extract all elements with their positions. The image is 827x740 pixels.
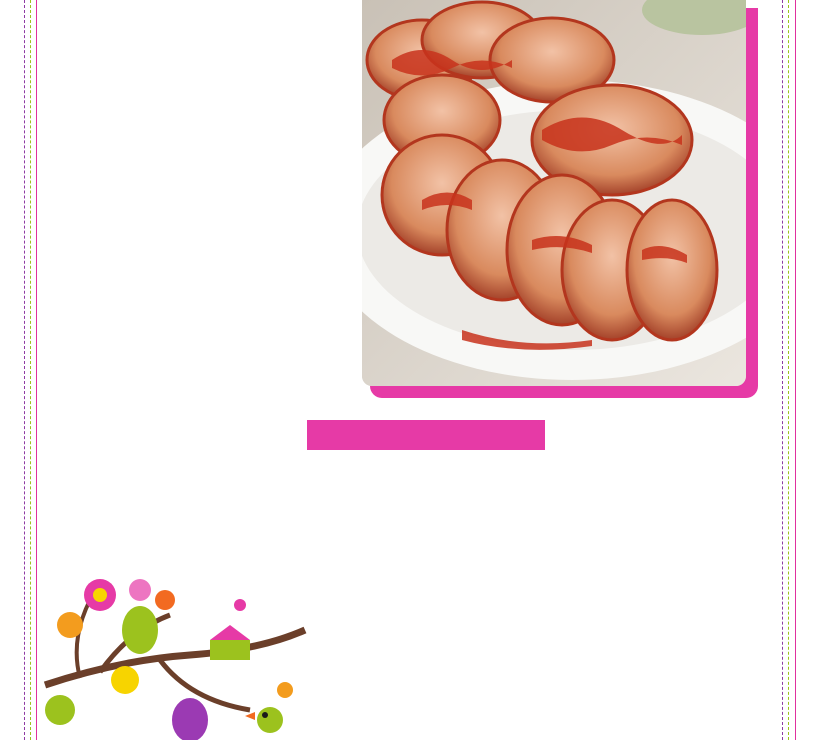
glazed-chicken-photo (362, 0, 746, 386)
food-photo-frame (362, 0, 758, 398)
ingredients-column (49, 15, 349, 32)
chicken-illustration (362, 0, 746, 386)
easter-branch-illustration (40, 560, 310, 740)
method-header (307, 420, 545, 450)
frame-line-left-pink (36, 0, 37, 740)
frame-line-right-pink (795, 0, 796, 740)
frame-line-right-green (788, 0, 789, 740)
method-text (318, 470, 778, 485)
frame-line-right-purple (782, 0, 783, 740)
frame-line-left-purple (24, 0, 25, 740)
frame-line-left-green (30, 0, 31, 740)
